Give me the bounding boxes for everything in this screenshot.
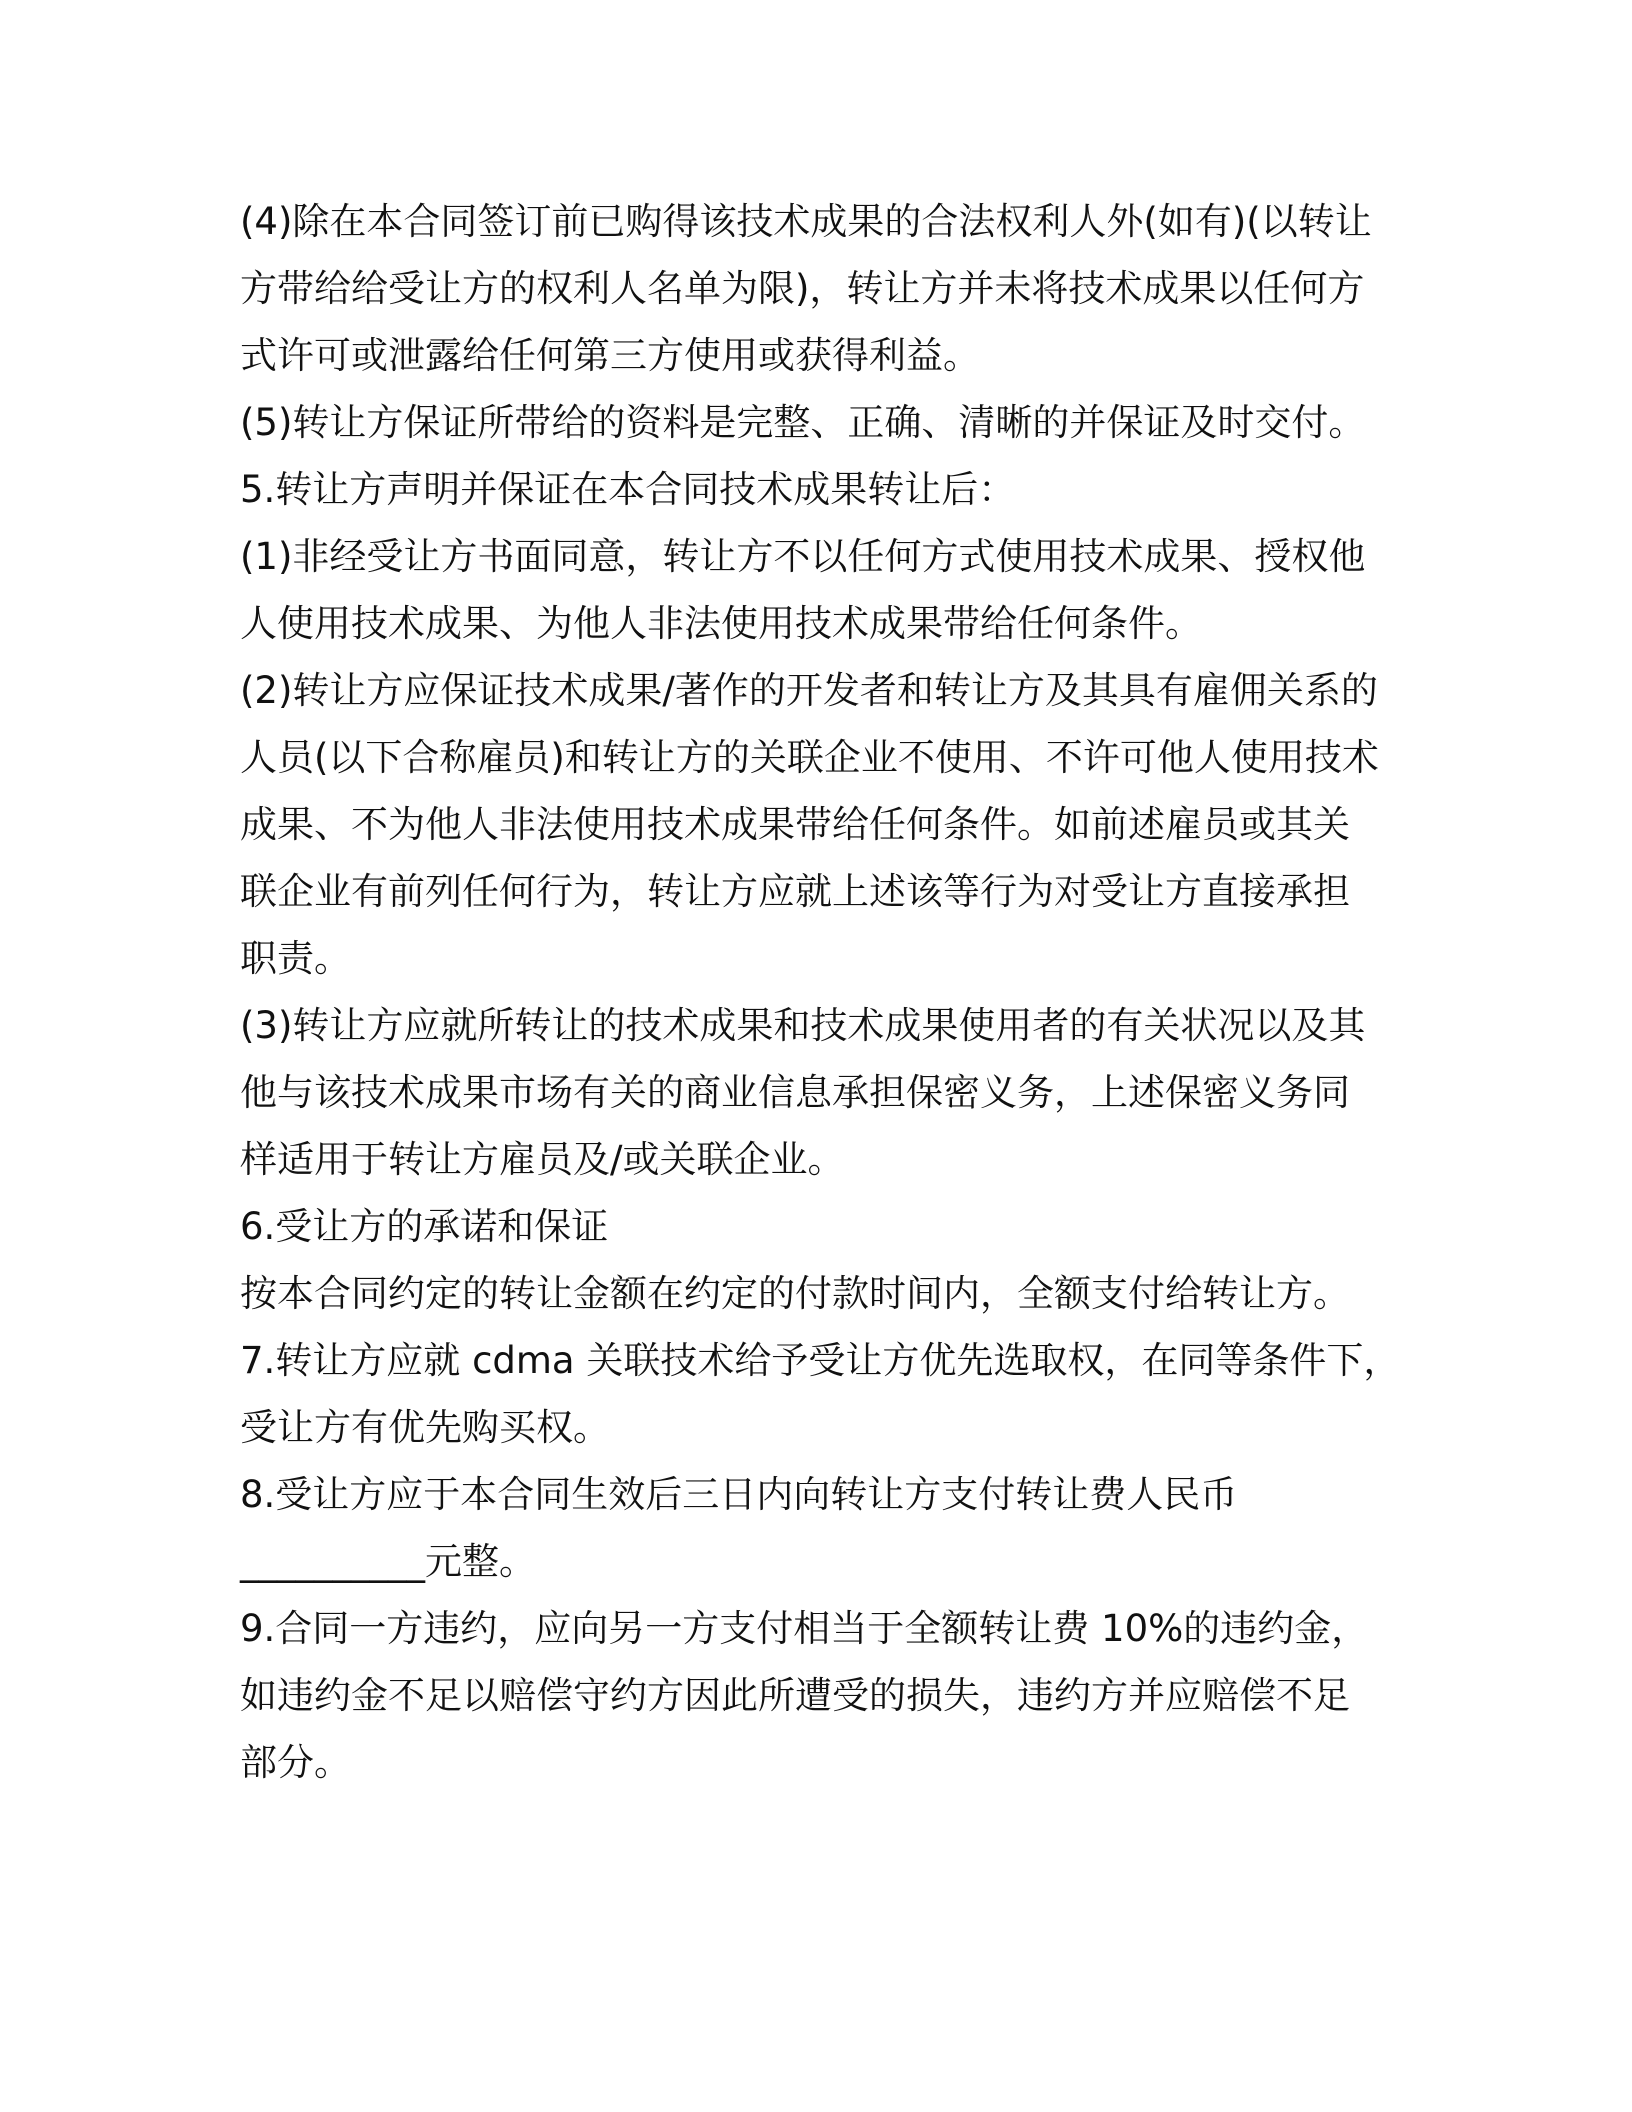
text-line: 联企业有前列任何行为，转让方应就上述该等行为对受让方直接承担 — [240, 870, 1350, 913]
text-line: 职责。 — [240, 937, 351, 980]
section-heading: 9.合同一方违约，应向另一方支付相当于全额转让费 10%的违约金， — [240, 1607, 1369, 1650]
section-heading: 8.受让方应于本合同生效后三日内向转让方支付转让费人民币 — [240, 1473, 1238, 1516]
text-line: (4)除在本合同签订前已购得该技术成果的合法权利人外(如有)(以转让 — [240, 200, 1372, 243]
text-line: (3)转让方应就所转让的技术成果和技术成果使用者的有关状况以及其 — [240, 1004, 1366, 1047]
text-line: __________元整。 — [240, 1540, 536, 1583]
text-line: 式许可或泄露给任何第三方使用或获得利益。 — [240, 334, 980, 377]
text-line: (5)转让方保证所带给的资料是完整、正确、清晰的并保证及时交付。 — [240, 401, 1366, 444]
text-line: 成果、不为他人非法使用技术成果带给任何条件。如前述雇员或其关 — [240, 803, 1350, 846]
document-body — [240, 188, 1400, 1796]
section-heading: 5.转让方声明并保证在本合同技术成果转让后： — [240, 468, 1016, 511]
text-line: (1)非经受让方书面同意，转让方不以任何方式使用技术成果、授权他 — [240, 535, 1366, 578]
text-line: (2)转让方应保证技术成果/著作的开发者和转让方及其具有雇佣关系的 — [240, 669, 1378, 712]
text-line: 人员(以下合称雇员)和转让方的关联企业不使用、不许可他人使用技术 — [240, 736, 1379, 779]
text-line: 按本合同约定的转让金额在约定的付款时间内，全额支付给转让方。 — [240, 1272, 1350, 1315]
text-line: 方带给给受让方的权利人名单为限)，转让方并未将技术成果以任何方 — [240, 267, 1365, 310]
text-line: 他与该技术成果市场有关的商业信息承担保密义务，上述保密义务同 — [240, 1071, 1350, 1114]
section-heading: 6.受让方的承诺和保证 — [240, 1205, 609, 1248]
text-line: 人使用技术成果、为他人非法使用技术成果带给任何条件。 — [240, 602, 1202, 645]
text-line: 如违约金不足以赔偿守约方因此所遭受的损失，违约方并应赔偿不足 — [240, 1674, 1350, 1717]
text-line: 受让方有优先购买权。 — [240, 1406, 610, 1449]
section-heading: 7.转让方应就 cdma 关联技术给予受让方优先选取权，在同等条件下， — [240, 1339, 1401, 1382]
text-line: 样适用于转让方雇员及/或关联企业。 — [240, 1138, 845, 1181]
text-line: 部分。 — [240, 1741, 351, 1784]
